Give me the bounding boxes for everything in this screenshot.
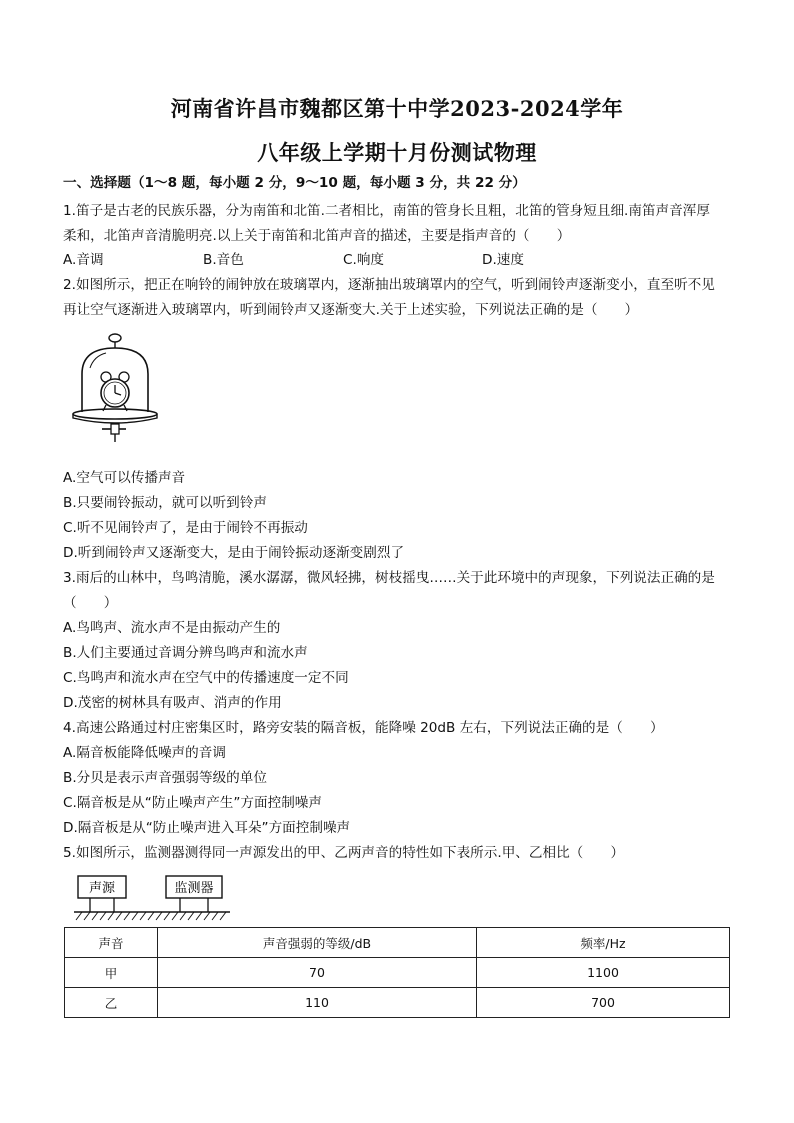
q4-option-b[interactable]: B.分贝是表示声音强弱等级的单位 — [63, 770, 267, 786]
section-heading: 一、选择题（1～8 题，每小题 2 分，9～10 题，每小题 3 分，共 22 分） — [63, 175, 526, 191]
bell-jar-alarm-clock-icon — [70, 332, 160, 444]
q1-text-line2: 柔和，北笛声音清脆明亮.以上关于南笛和北笛声音的描述，主要是指声音的（ ） — [63, 228, 571, 244]
q4-option-c[interactable]: C.隔音板是从“防止噪声产生”方面控制噪声 — [63, 795, 322, 811]
source-label: 声源 — [88, 881, 116, 896]
monitor-label: 监测器 — [174, 881, 214, 896]
table-row — [65, 988, 730, 1018]
q5-text-line1: 5.如图所示，监测器测得同一声源发出的甲、乙两声音的特性如下表所示.甲、乙相比（ ） — [63, 845, 625, 861]
table-cell: 1100 — [477, 958, 730, 988]
q1-option-d[interactable]: D.速度 — [482, 252, 524, 268]
q2-text-line2: 再让空气逐渐进入玻璃罩内，听到闹铃声又逐渐变大.关于上述实验，下列说法正确的是（ ） — [63, 302, 639, 318]
table-cell: 110 — [158, 988, 477, 1018]
table-cell: 70 — [158, 958, 477, 988]
q4-option-a[interactable]: A.隔音板能降低噪声的音调 — [63, 745, 226, 761]
q3-text-line2: （ ） — [63, 595, 118, 611]
table-header: 声音 — [65, 928, 158, 958]
table-cell: 乙 — [65, 988, 158, 1018]
table-cell: 甲 — [65, 958, 158, 988]
table-cell: 700 — [477, 988, 730, 1018]
q1-option-c[interactable]: C.响度 — [343, 252, 385, 268]
q3-option-d[interactable]: D.茂密的树林具有吸声、消声的作用 — [63, 695, 282, 711]
table-header-row — [65, 928, 730, 958]
q1-option-a[interactable]: A.音调 — [63, 252, 104, 268]
q2-text-line1: 2.如图所示，把正在响铃的闹钟放在玻璃罩内，逐渐抽出玻璃罩内的空气，听到闹铃声逐渐变小，直至听不见 — [63, 277, 715, 293]
q2-option-a[interactable]: A.空气可以传播声音 — [63, 470, 186, 486]
table-row — [65, 958, 730, 988]
q3-option-a[interactable]: A.鸟鸣声、流水声不是由振动产生的 — [63, 620, 281, 636]
q1-text-line1: 1.笛子是古老的民族乐器，分为南笛和北笛.二者相比，南笛的管身长且粗，北笛的管身短且细.南笛声音浑厚 — [63, 203, 710, 219]
q4-text-line1: 4.高速公路通过村庄密集区时，路旁安装的隔音板，能降噪 20dB 左右，下列说法正确的是（ ） — [63, 720, 664, 736]
q2-option-b[interactable]: B.只要闹铃振动，就可以听到铃声 — [63, 495, 267, 511]
q5-sound-table — [64, 927, 730, 1018]
sound-source-monitor-figure — [74, 874, 232, 922]
q4-option-d[interactable]: D.隔音板是从“防止噪声进入耳朵”方面控制噪声 — [63, 820, 351, 836]
q2-option-d[interactable]: D.听到闹铃声又逐渐变大，是由于闹铃振动逐渐变剧烈了 — [63, 545, 405, 561]
table-header: 声音强弱的等级/dB — [158, 928, 477, 958]
page-title: 河南省许昌市魏都区第十中学2023-2024学年 — [170, 96, 624, 121]
q3-text-line1: 3.雨后的山林中，鸟鸣清脆，溪水潺潺，微风轻拂，树枝摇曳……关于此环境中的声现象，下列说法正确的是 — [63, 570, 715, 586]
q2-option-c[interactable]: C.听不见闹铃声了，是由于闹铃不再振动 — [63, 520, 308, 536]
q3-option-b[interactable]: B.人们主要通过音调分辨鸟鸣声和流水声 — [63, 645, 308, 661]
q3-option-c[interactable]: C.鸟鸣声和流水声在空气中的传播速度一定不同 — [63, 670, 349, 686]
q1-option-b[interactable]: B.音色 — [203, 252, 244, 268]
page-subtitle: 八年级上学期十月份测试物理 — [257, 140, 537, 165]
table-header: 频率/Hz — [477, 928, 730, 958]
